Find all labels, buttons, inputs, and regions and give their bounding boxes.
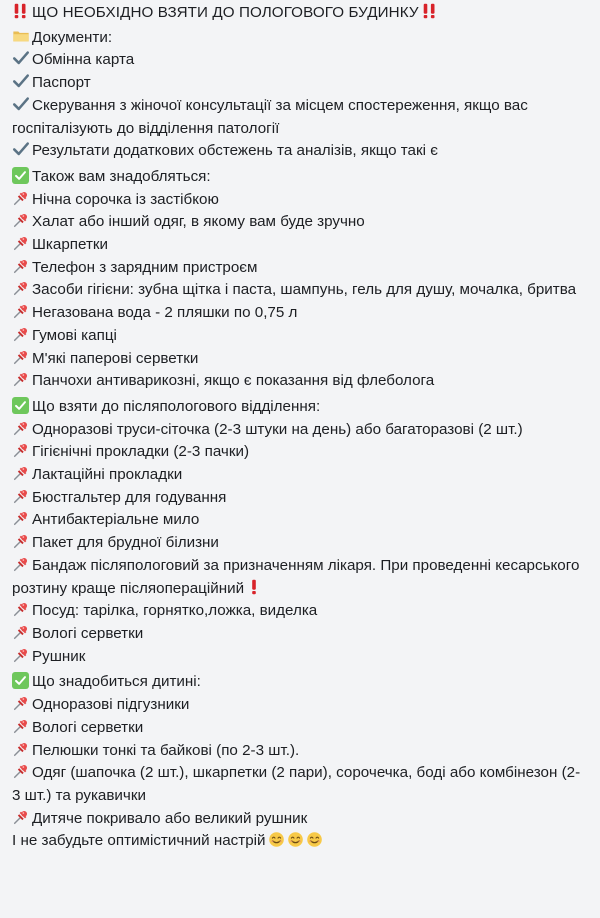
- postpartum-section: [12, 396, 588, 668]
- checkmark-icon: [12, 49, 30, 67]
- list-item: Халат або інший одяг, в якому вам буде зручно: [12, 211, 588, 234]
- pushpin-icon: [12, 464, 30, 482]
- list-item: Засоби гігієни: зубна щітка і паста, шампунь, гель для душу, мочалка, бритва: [12, 279, 588, 302]
- page-title: ЩО НЕОБХІДНО ВЗЯТИ ДО ПОЛОГОВОГО БУДИНКУ: [32, 4, 419, 21]
- pushpin-icon: [12, 487, 30, 505]
- double-exclamation-icon: [12, 2, 30, 20]
- smiling-face-icon: [268, 831, 285, 848]
- pushpin-icon: [12, 808, 30, 826]
- pushpin-icon: [12, 762, 30, 780]
- pushpin-icon: [12, 646, 30, 664]
- pushpin-icon: [12, 694, 30, 712]
- green-check-icon: [12, 397, 29, 414]
- section-heading: Що взяти до післяпологового відділення:: [12, 396, 588, 419]
- list-item: Вологі серветки: [12, 717, 588, 740]
- exclamation-icon: [245, 578, 263, 596]
- pushpin-icon: [12, 211, 30, 229]
- list-item: Рушник: [12, 646, 588, 669]
- list-item: Телефон з зарядним пристроєм: [12, 257, 588, 280]
- list-item: Дитяче покривало або великий рушник: [12, 808, 588, 831]
- list-item: Паспорт: [12, 72, 588, 95]
- list-item: Негазована вода - 2 пляшки по 0,75 л: [12, 302, 588, 325]
- pushpin-icon: [12, 600, 30, 618]
- list-item: М'які паперові серветки: [12, 348, 588, 371]
- pushpin-icon: [12, 189, 30, 207]
- pushpin-icon: [12, 279, 30, 297]
- pushpin-icon: [12, 348, 30, 366]
- section-heading: Документи:: [12, 27, 588, 50]
- list-item: Посуд: тарілка, горнятко,ложка, виделка: [12, 600, 588, 623]
- checkmark-icon: [12, 140, 30, 158]
- pushpin-icon: [12, 234, 30, 252]
- list-item: Нічна сорочка із застібкою: [12, 189, 588, 212]
- list-item: Вологі серветки: [12, 623, 588, 646]
- double-exclamation-icon: [421, 2, 439, 20]
- list-item: Одноразові підгузники: [12, 694, 588, 717]
- list-item: Обмінна карта: [12, 49, 588, 72]
- pushpin-icon: [12, 441, 30, 459]
- list-item: Пакет для брудної білизни: [12, 532, 588, 555]
- green-check-icon: [12, 672, 29, 689]
- pushpin-icon: [12, 257, 30, 275]
- folder-icon: [12, 27, 30, 45]
- pushpin-icon: [12, 419, 30, 437]
- list-item: Скерування з жіночої консультації за місцем спостереження, якщо вас госпіталізують до відділення патології: [12, 96, 528, 137]
- list-item: Шкарпетки: [12, 234, 588, 257]
- list-item: Гумові капці: [12, 325, 588, 348]
- checkmark-icon: [12, 72, 30, 90]
- pushpin-icon: [12, 717, 30, 735]
- pushpin-icon: [12, 370, 30, 388]
- section-heading: Що знадобиться дитині:: [12, 671, 588, 694]
- pushpin-icon: [12, 509, 30, 527]
- pushpin-icon: [12, 302, 30, 320]
- list-item: Бандаж післяпологовий за призначенням лікаря. При проведенні кесарського розтину краще післяопераційний: [12, 556, 580, 597]
- smiling-face-icon: [287, 831, 304, 848]
- page-title-row: [12, 2, 588, 25]
- green-check-icon: [12, 167, 29, 184]
- section-heading: Також вам знадобляться:: [12, 166, 588, 189]
- footer-note: І не забудьте оптимістичний настрій: [12, 830, 588, 853]
- list-item: Антибактеріальне мило: [12, 509, 588, 532]
- also-needed-section: [12, 166, 588, 393]
- list-item: Панчохи антиварикозні, якщо є показання від флеболога: [12, 370, 588, 393]
- pushpin-icon: [12, 532, 30, 550]
- list-item: Результати додаткових обстежень та аналізів, якщо такі є: [12, 140, 588, 163]
- pushpin-icon: [12, 623, 30, 641]
- list-item: Одноразові труси-сіточка (2-3 штуки на день) або багаторазові (2 шт.): [12, 419, 588, 442]
- list-item: Одяг (шапочка (2 шт.), шкарпетки (2 пари), сорочечка, боді або комбінезон (2-3 шт.) та рукавички: [12, 764, 581, 804]
- smiling-face-icon: [306, 831, 323, 848]
- pushpin-icon: [12, 325, 30, 343]
- pushpin-icon: [12, 740, 30, 758]
- list-item: Лактаційні прокладки: [12, 464, 588, 487]
- list-item: Гігієнічні прокладки (2-3 пачки): [12, 441, 588, 464]
- list-item: Пелюшки тонкі та байкові (по 2-3 шт.).: [12, 740, 588, 763]
- list-item: Бюстгальтер для годування: [12, 487, 588, 510]
- pushpin-icon: [12, 555, 30, 573]
- checkmark-icon: [12, 95, 30, 113]
- documents-section: [12, 27, 588, 163]
- baby-section: [12, 671, 588, 830]
